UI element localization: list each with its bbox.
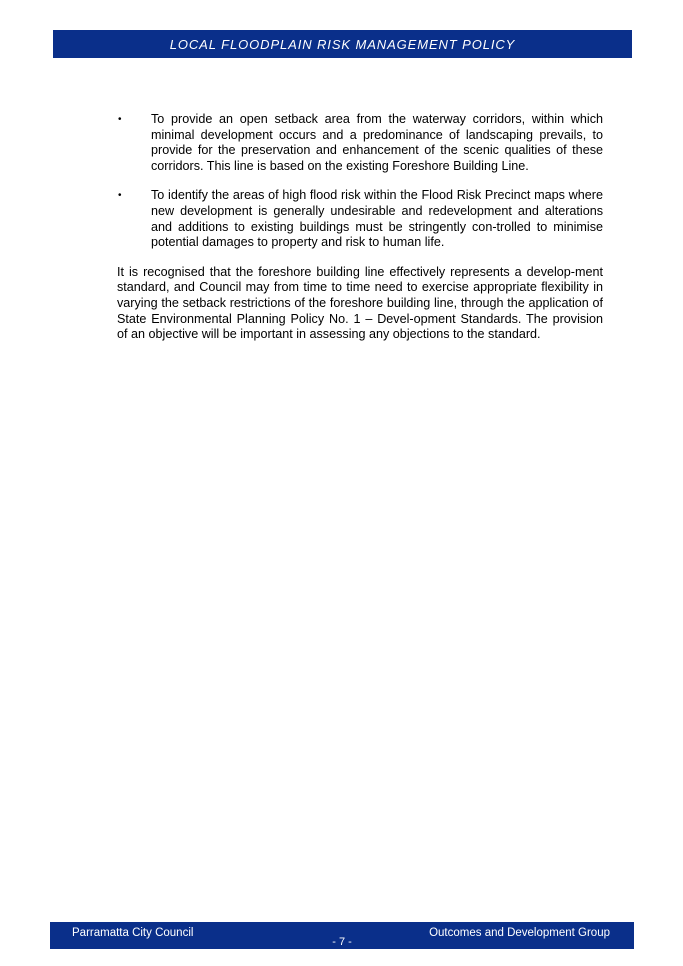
footer-bar [50,922,634,949]
header-bar [53,30,632,58]
objectives-list [117,112,603,251]
list-item-text: To provide an open setback area from the waterway corridors, within which minimal development occurs and a predominance of landscaping prevails, to provide for the preservation and enhancement of the scenic qualities of these corridors. This line is based on the existing Foreshore Building Line. [151,112,603,173]
footer-organisation: Parramatta City Council [72,927,194,939]
bullet-icon: • [118,114,122,125]
page-number: - 7 - [332,936,352,948]
bullet-icon: • [118,190,122,202]
document-title: LOCAL FLOODPLAIN RISK MANAGEMENT POLICY [169,36,516,52]
page-content [117,112,603,343]
list-item-text: To identify the areas of high flood risk within the Flood Risk Precinct maps where new development is generally undesirable and redevelopment and alterations and additions to existing buildings must be stringently con-trolled to minimise potential damages to property and risk to human life. [151,188,603,250]
list-item [117,188,603,250]
body-paragraph: It is recognised that the foreshore building line effectively represents a develop-ment standard, and Council may from time to time need to exercise appropriate flexibility in varying the setback restrictions of the foreshore building line, through the application of State Environmental Planning Policy No. 1 – Devel-opment Standards. The provision of an objective will be important in assessing any objections to the standard. [117,264,603,342]
footer-department: Outcomes and Development Group [429,927,610,939]
list-item [117,112,603,174]
